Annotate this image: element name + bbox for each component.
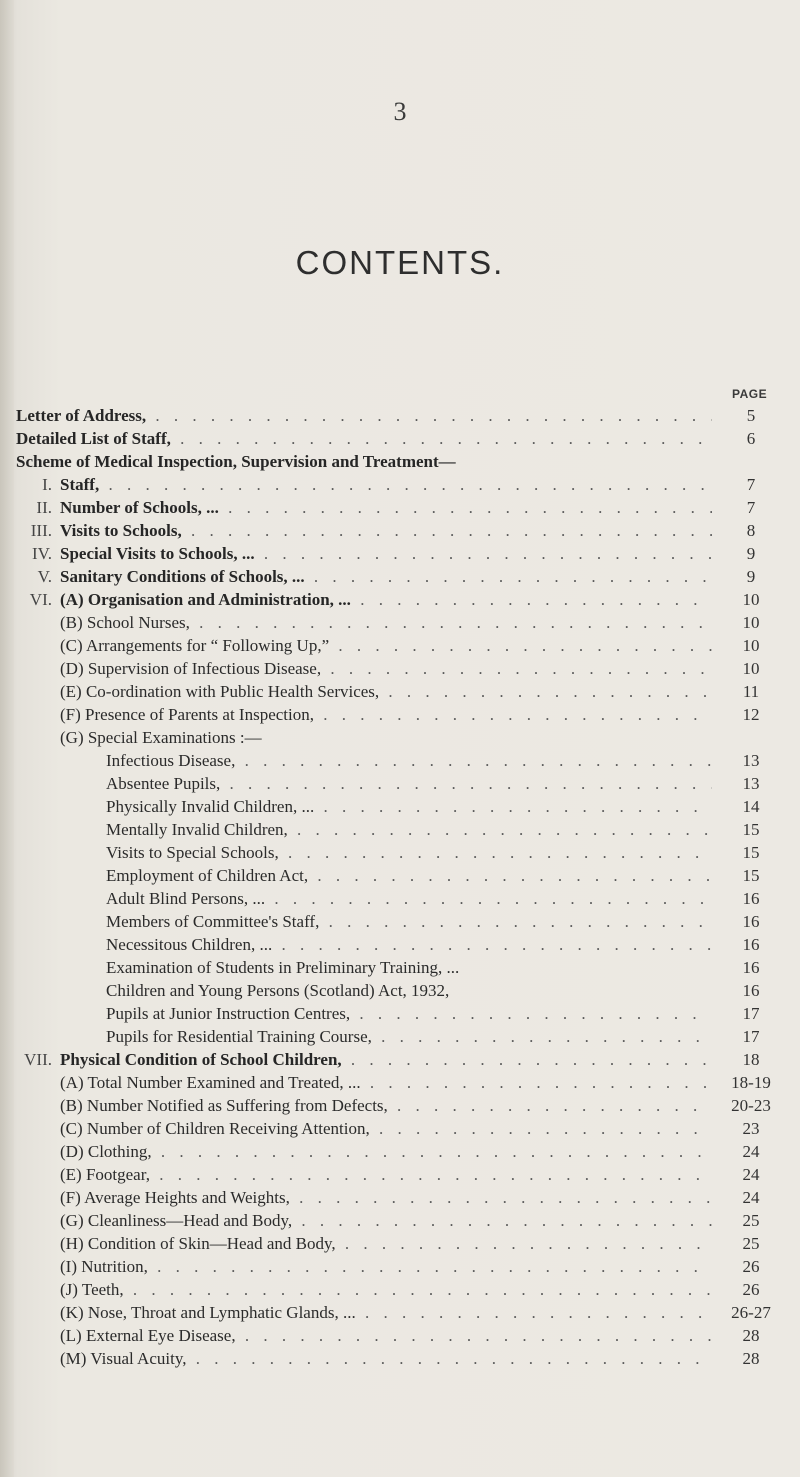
toc-entry-label [60, 1140, 712, 1163]
toc-entry-page: 16 [742, 912, 760, 931]
toc-entry-text: Infectious Disease, . . . [106, 751, 712, 770]
toc-entry-text: (G) Special Examinations :— [60, 728, 262, 747]
toc-entry-text: Number of Schools, ... . . . [60, 498, 712, 517]
toc-entry-page: 24 [742, 1188, 760, 1207]
toc-entry-text: Children and Young Persons (Scotland) Act, 1932, [106, 981, 450, 1000]
toc-entry-page: 26 [742, 1280, 760, 1299]
toc-entry-text: Necessitous Children, ... . . . [106, 935, 712, 954]
toc-entry-page: 10 [742, 613, 760, 632]
toc-entry-label [16, 404, 712, 427]
toc-entry-page: 26 [742, 1257, 760, 1276]
toc-entry-label [60, 1117, 712, 1140]
toc-entry-text: Mentally Invalid Children, . . . [106, 820, 712, 839]
toc-entry-label [60, 1071, 712, 1094]
toc-entry-page: 6 [746, 429, 756, 448]
toc-entry-label [106, 910, 712, 933]
toc-entry-label [60, 1324, 712, 1347]
toc-entry [0, 1324, 800, 1347]
toc-entry [0, 1301, 800, 1324]
toc-entry-label [106, 933, 712, 956]
toc-entry-text: Physically Invalid Children, ... . . . [106, 797, 712, 816]
toc-entry-label [60, 519, 712, 542]
toc-entry [0, 404, 800, 427]
toc-entry-page: 15 [742, 866, 760, 885]
toc-entry [0, 450, 800, 473]
toc-entry [0, 565, 800, 588]
toc-entry-label [60, 1048, 712, 1071]
toc-entry-page: 13 [742, 774, 760, 793]
toc-entry-page: 28 [742, 1349, 760, 1368]
toc-entry-label [106, 841, 712, 864]
toc-entry-text: (D) Supervision of Infectious Disease, . . . [60, 659, 712, 678]
toc-entry-page: 11 [742, 682, 760, 701]
toc-entry [0, 726, 800, 749]
toc-entry-text: (G) Cleanliness—Head and Body, . . . [60, 1211, 712, 1230]
toc-entry-text: (C) Number of Children Receiving Attention, . . . [60, 1119, 712, 1138]
toc-entry-text: (F) Presence of Parents at Inspection, . . . [60, 705, 712, 724]
toc-entry-page: 12 [742, 705, 760, 724]
toc-entry-text: Letter of Address, . . . [16, 406, 712, 425]
toc-entry-page: 5 [746, 406, 756, 425]
toc-entry [0, 841, 800, 864]
toc-entry-label [60, 657, 712, 680]
toc-entry-text: Examination of Students in Preliminary Training, ... [106, 958, 460, 977]
toc-entry-text: (L) External Eye Disease, . . . [60, 1326, 712, 1345]
toc-entry-label [60, 1094, 712, 1117]
toc-entry-text: (M) Visual Acuity, . . . [60, 1349, 712, 1368]
toc-entry-text: Members of Committee's Staff, . . . [106, 912, 712, 931]
toc-entry-label [106, 795, 712, 818]
toc-entry-text: Pupils for Residential Training Course, . . . [106, 1027, 712, 1046]
toc-entry-page: 14 [742, 797, 760, 816]
toc-entry-label [60, 565, 712, 588]
toc-entry-label [60, 1301, 712, 1324]
toc-entry-text: Visits to Schools, . . . [60, 521, 712, 540]
toc-entry-text: (I) Nutrition, . . . [60, 1257, 712, 1276]
toc-entry-label [60, 1163, 712, 1186]
toc-entry [0, 979, 800, 1002]
toc-entry-page: 28 [742, 1326, 760, 1345]
toc-entry [0, 795, 800, 818]
toc-entry-page: 7 [746, 475, 756, 494]
page-column-header: PAGE [732, 387, 768, 401]
toc-entry-page: 23 [742, 1119, 760, 1138]
toc-entry-text: Detailed List of Staff, . . . [16, 429, 712, 448]
toc-entry-page: 13 [742, 751, 760, 770]
page-title: CONTENTS. [295, 244, 505, 281]
toc-entry-label [106, 749, 712, 772]
toc-entry-label [60, 703, 712, 726]
toc-entry [0, 1140, 800, 1163]
toc-entry-page: 16 [742, 935, 760, 954]
toc-entry [0, 634, 800, 657]
toc-entry-text: Pupils at Junior Instruction Centres, . . . [106, 1004, 712, 1023]
toc-entry-page: 18-19 [731, 1073, 771, 1092]
toc-entry-page: 17 [742, 1027, 760, 1046]
toc-entry-page: 26-27 [731, 1303, 771, 1322]
toc-entry-text: Visits to Special Schools, . . . [106, 843, 712, 862]
toc-entry [0, 519, 800, 542]
toc-entry [0, 864, 800, 887]
toc-entry-label [106, 1025, 712, 1048]
toc-entry-text: Absentee Pupils, . . . [106, 774, 712, 793]
toc-entry-page: 15 [742, 843, 760, 862]
toc-entry [0, 611, 800, 634]
toc-entry-text: (K) Nose, Throat and Lymphatic Glands, ... . . . [60, 1303, 712, 1322]
toc-entry-label [106, 956, 712, 979]
toc-entry-page: 20-23 [731, 1096, 771, 1115]
toc-entry-page: 16 [742, 981, 760, 1000]
toc-entry-text: Physical Condition of School Children, . . . [60, 1050, 712, 1069]
toc-entry [0, 1117, 800, 1140]
toc-entry [0, 1255, 800, 1278]
toc-entry-text: Scheme of Medical Inspection, Supervision and Treatment— [16, 452, 456, 471]
toc-entry-label [60, 496, 712, 519]
toc-entry-text: Employment of Children Act, . . . [106, 866, 712, 885]
toc-entry-label [106, 1002, 712, 1025]
toc-entry-label [60, 680, 712, 703]
toc-entry [0, 588, 800, 611]
toc-entry-text: (E) Footgear, . . . [60, 1165, 712, 1184]
toc-entry [0, 933, 800, 956]
toc-entry [0, 1002, 800, 1025]
toc-entry-label [60, 1347, 712, 1370]
toc-entry [0, 1209, 800, 1232]
toc-entry-page: 10 [742, 659, 760, 678]
toc-entry-text: Special Visits to Schools, ... . . . [60, 544, 712, 563]
toc-entry-label [106, 979, 712, 1002]
toc-entry-page: 10 [742, 590, 760, 609]
toc-entry-text: (A) Total Number Examined and Treated, ... . . . [60, 1073, 712, 1092]
toc-entry [0, 1347, 800, 1370]
toc-entry-page: 16 [742, 958, 760, 977]
toc-entry-label [60, 542, 712, 565]
toc-entry-page: 7 [746, 498, 756, 517]
toc-entry-text: Adult Blind Persons, ... . . . [106, 889, 712, 908]
toc-entry-label [60, 588, 712, 611]
toc-entry-number: VII. [24, 1050, 52, 1069]
toc-entry-page: 18 [742, 1050, 760, 1069]
toc-entry-page: 17 [742, 1004, 760, 1023]
toc-entry-page: 24 [742, 1165, 760, 1184]
toc-entry-page: 9 [746, 567, 756, 586]
toc-entry [0, 1278, 800, 1301]
toc-entry-label [106, 818, 712, 841]
toc-entry-page: 16 [742, 889, 760, 908]
toc-entry-page: 9 [746, 544, 756, 563]
toc-entry-label [16, 450, 712, 473]
toc-entry-page: 8 [746, 521, 756, 540]
toc-entry-page: 25 [742, 1234, 760, 1253]
toc-entry-text: (E) Co-ordination with Public Health Services, . . . [60, 682, 712, 701]
toc-entry-label [60, 634, 712, 657]
toc-entry [0, 772, 800, 795]
toc-entry-text: (D) Clothing, . . . [60, 1142, 712, 1161]
toc-entry-number: II. [36, 498, 52, 517]
toc-entry [0, 1186, 800, 1209]
toc-entry-number: VI. [29, 590, 52, 609]
toc-entry-label [60, 726, 712, 749]
toc-entry [0, 473, 800, 496]
toc-entry-label [60, 1209, 712, 1232]
toc-entry [0, 887, 800, 910]
toc-entry [0, 1094, 800, 1117]
toc-entry-label [106, 864, 712, 887]
toc-entry [0, 1025, 800, 1048]
toc-entry [0, 1071, 800, 1094]
toc-entry-number: I. [42, 475, 52, 494]
toc-entry-page: 25 [742, 1211, 760, 1230]
toc-entry [0, 910, 800, 933]
toc-entry-page: 15 [742, 820, 760, 839]
toc-entry [0, 542, 800, 565]
toc-entry [0, 680, 800, 703]
toc-entry-label [60, 611, 712, 634]
toc-entry [0, 749, 800, 772]
toc-entry-text: (J) Teeth, . . . [60, 1280, 712, 1299]
toc-entry-label [60, 1278, 712, 1301]
toc-entry-number: V. [37, 567, 52, 586]
toc-entry-page: 24 [742, 1142, 760, 1161]
toc-entry-label [60, 1186, 712, 1209]
toc-entry-text: (C) Arrangements for “ Following Up,” . . . [60, 636, 712, 655]
toc-entry [0, 956, 800, 979]
toc-entry [0, 818, 800, 841]
toc-entry-text: (B) School Nurses, . . . [60, 613, 712, 632]
toc-entry [0, 703, 800, 726]
toc-entry [0, 427, 800, 450]
toc-entry-text: (A) Organisation and Administration, ... . . . [60, 590, 712, 609]
toc-entry-text: (H) Condition of Skin—Head and Body, . . . [60, 1234, 712, 1253]
toc-entry-number: III. [30, 521, 52, 540]
toc-entry-text: Staff, . . . [60, 475, 712, 494]
table-of-contents [0, 404, 800, 1370]
toc-entry [0, 1232, 800, 1255]
toc-entry [0, 1163, 800, 1186]
page-number: 3 [393, 97, 407, 126]
toc-entry [0, 1048, 800, 1071]
toc-entry-label [16, 427, 712, 450]
toc-entry-label [60, 1255, 712, 1278]
toc-entry-number: IV. [32, 544, 52, 563]
toc-entry-label [106, 887, 712, 910]
toc-entry [0, 496, 800, 519]
toc-entry-label [106, 772, 712, 795]
toc-entry-text: (B) Number Notified as Suffering from Defects, . . . [60, 1096, 712, 1115]
toc-entry-label [60, 1232, 712, 1255]
toc-entry-text: (F) Average Heights and Weights, . . . [60, 1188, 712, 1207]
toc-entry-text: Sanitary Conditions of Schools, ... . . . [60, 567, 712, 586]
toc-entry [0, 657, 800, 680]
toc-entry-page: 10 [742, 636, 760, 655]
toc-entry-label [60, 473, 712, 496]
